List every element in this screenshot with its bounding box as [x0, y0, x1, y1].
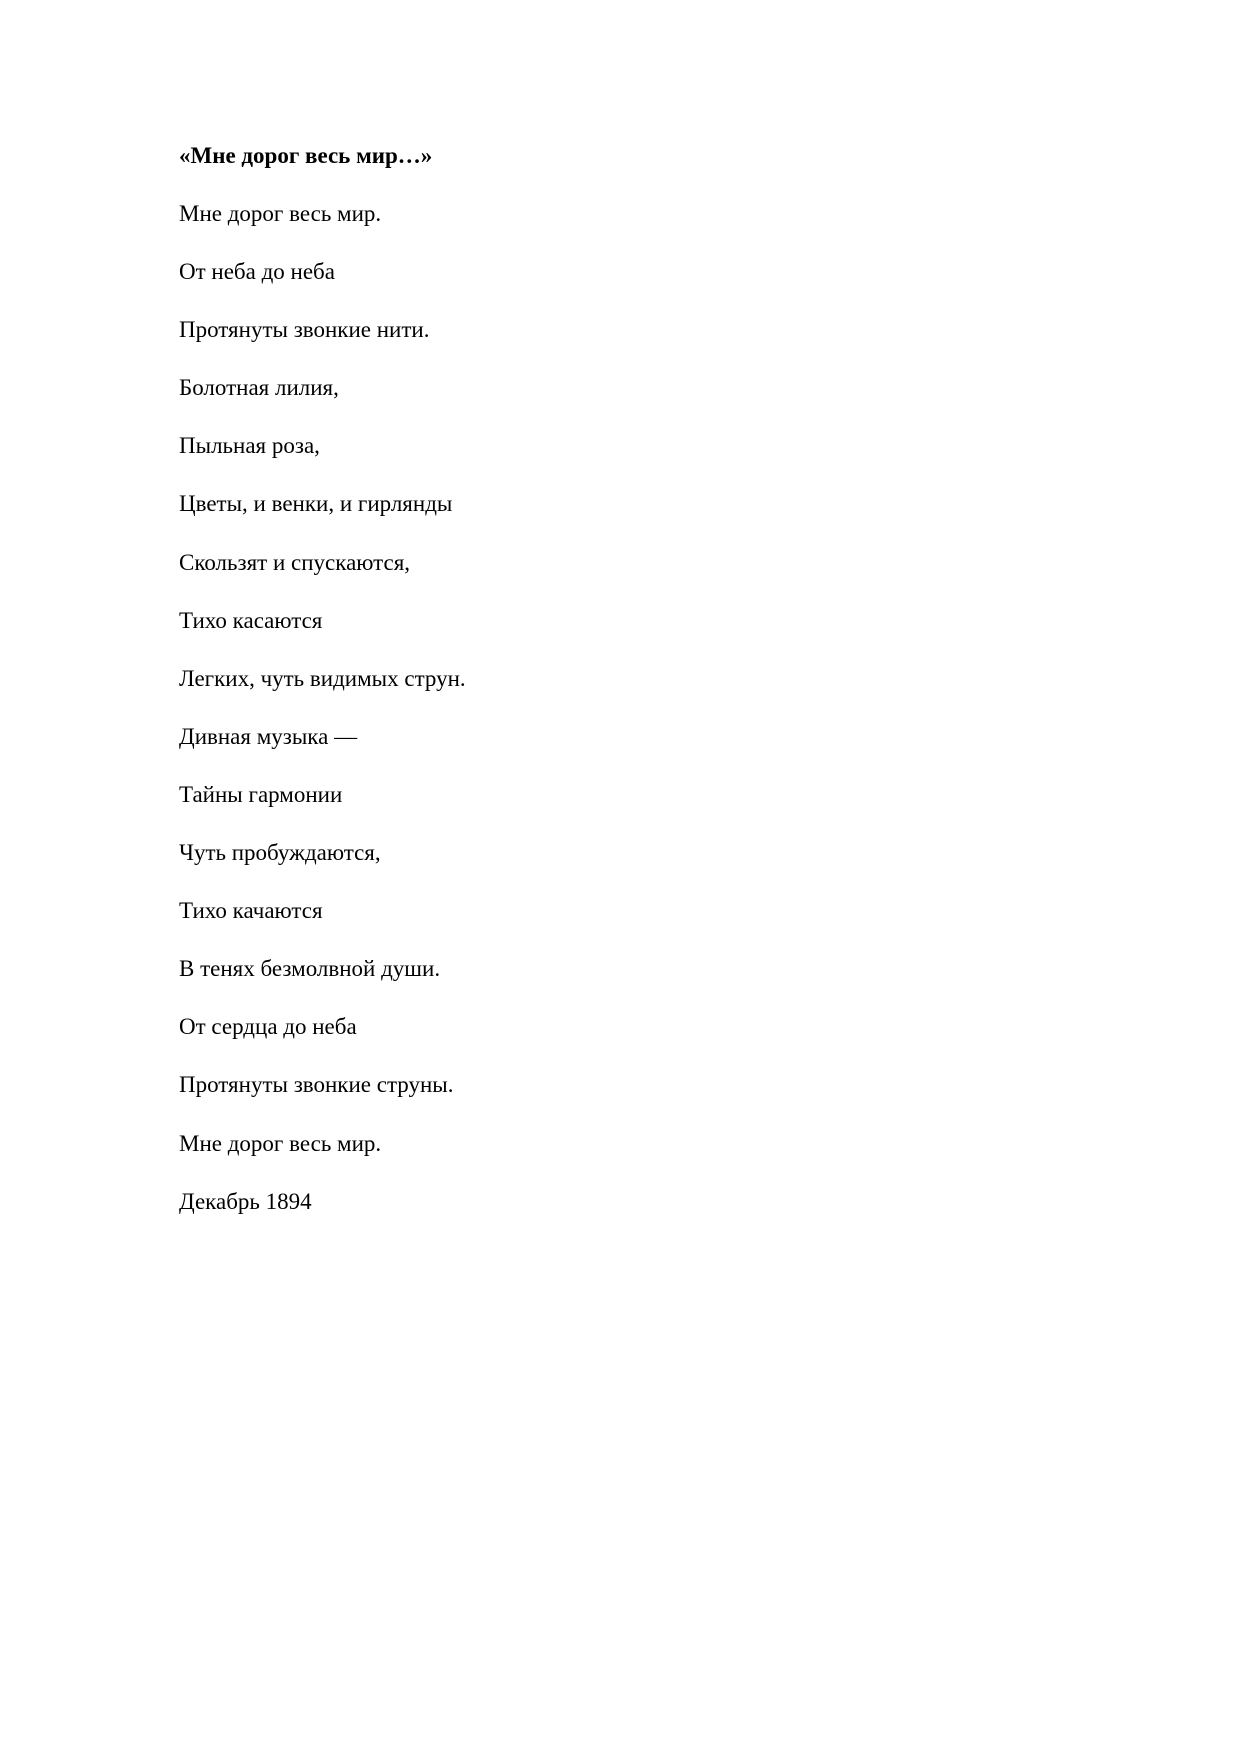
poem-lines: [179, 194, 1079, 1222]
poem-line: Тайны гармонии: [179, 781, 343, 807]
poem: [179, 136, 1079, 1240]
poem-line: Мне дорог весь мир.: [179, 1130, 382, 1156]
poem-title: «Мне дорог весь мир…»: [179, 143, 433, 168]
poem-line: Тихо качаются: [179, 898, 323, 924]
poem-line: Цветы, и венки, и гирлянды: [179, 491, 453, 517]
poem-line: Дивная музыка —: [179, 723, 358, 749]
poem-line: Мне дорог весь мир.: [179, 201, 382, 226]
poem-line: Протянуты звонкие струны.: [179, 1072, 454, 1098]
poem-line: Болотная лилия,: [179, 375, 339, 401]
poem-line: Скользят и спускаются,: [179, 549, 411, 575]
poem-line: Легких, чуть видимых струн.: [179, 665, 466, 691]
poem-line: Чуть пробуждаются,: [179, 840, 381, 866]
poem-line: От неба до неба: [179, 259, 335, 285]
poem-line: Протянуты звонкие нити.: [179, 317, 430, 343]
poem-date: Декабрь 1894: [179, 1188, 312, 1214]
poem-line: Тихо касаются: [179, 607, 323, 633]
poem-line: В тенях безмолвной души.: [179, 956, 441, 982]
poem-line: Пыльная роза,: [179, 433, 320, 459]
poem-line: От сердца до неба: [179, 1014, 357, 1040]
